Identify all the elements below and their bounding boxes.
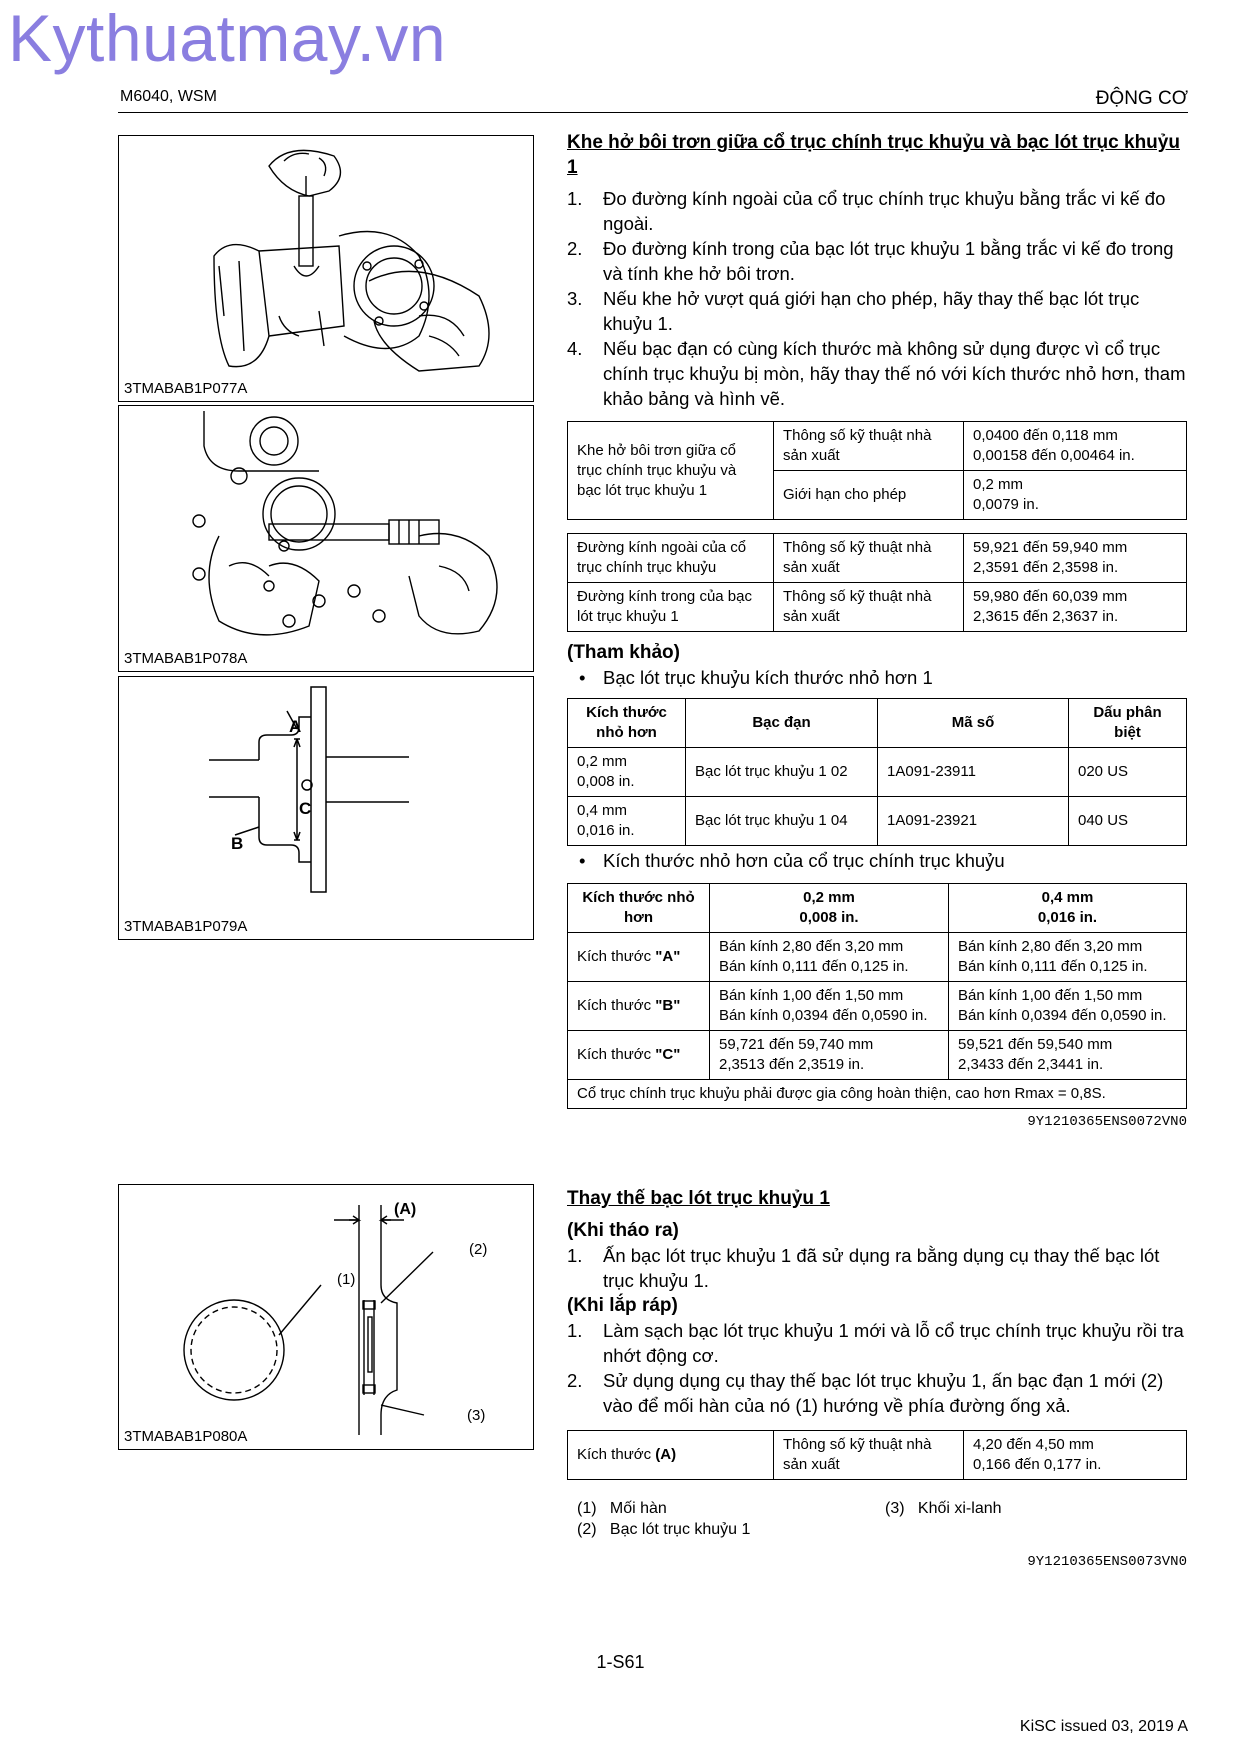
column-header: Dấu phân biệt [1069,699,1187,748]
column-header: 0,4 mm 0,016 in. [949,884,1187,933]
header-divider [118,112,1188,113]
table-row: Kích thước "C" 59,721 đến 59,740 mm 2,3513 đến 2,3519 in. 59,521 đến 59,540 mm 2,3433 đến 2,3441 in. [568,1031,1187,1080]
spec-label: Thông số kỹ thuật nhà sản xuất [774,534,964,583]
spec-value: 0,2 mm 0,0079 in. [964,471,1187,520]
column-header: Kích thước nhỏ hơn [568,699,686,748]
legend-item: (3) Khối xi-lanh [885,1500,1002,1517]
spec-value: 4,20 đến 4,50 mm 0,166 đến 0,177 in. [964,1431,1187,1480]
callout-B: B [231,834,244,853]
page-number: 1-S61 [596,1652,645,1672]
spec-label: Giới hạn cho phép [774,471,964,520]
spec-item: Khe hở bôi trơn giữa cổ trục chính trục khuỷu và bạc lót trục khuỷu 1 [568,422,774,520]
table-row: 0,2 mm 0,008 in. Bạc lót trục khuỷu 1 02 1A091-23911 020 US [568,748,1187,797]
step-item: 4. Nếu bạc đạn có cùng kích thước mà không sử dụng được vì cổ trục chính trục khuỷu bị mòn, hãy thay thế nó với kích thước nhỏ hơn, tham khảo bảng và hình vẽ. [567,338,1186,409]
removal-steps [567,1243,1187,1293]
section-lubrication-clearance [567,130,1187,1130]
spec-value: 59,980 đến 60,039 mm 2,3615 đến 2,3637 in. [964,583,1187,632]
callout-3: (3) [467,1407,486,1424]
table-row: Kích thước "A" Bán kính 2,80 đến 3,20 mm Bán kính 0,111 đến 0,125 in. Bán kính 2,80 đến 3,20 mm Bán kính 0,111 đến 0,125 in. [568,933,1187,982]
steps-list [567,186,1187,411]
watermark: Kythuatmay.vn [8,1,447,75]
header-model: M6040, WSM [120,88,217,105]
figure-label: 3TMABAB1P078A [124,650,248,667]
removal-title: (Khi tháo ra) [567,1220,679,1241]
spec-table-dimension-a [567,1430,1187,1480]
document-code: 9Y1210365ENS0073VN0 [1027,1554,1187,1570]
step-item: 3. Nếu khe hở vượt quá giới hạn cho phép, hãy thay thế bạc lót trục khuỷu 1. [567,288,1140,334]
callout-C: C [299,799,312,818]
footer-issue: KiSC issued 03, 2019 A [1019,1718,1188,1735]
step-item: 2. Sử dụng dụng cụ thay thế bạc lót trục khuỷu 1, ấn bạc đạn 1 mới (2) vào để mối hàn của nó (1) hướng về phía đường ống xả. [567,1370,1164,1416]
document-code: 9Y1210365ENS0072VN0 [1027,1114,1187,1130]
spec-table-clearance [567,421,1187,520]
figure-label: 3TMABAB1P079A [124,918,248,935]
section-title: Thay thế bạc lót trục khuỷu 1 [567,1188,830,1209]
figure-label: 3TMABAB1P080A [124,1428,248,1445]
column-header: Mã số [878,699,1069,748]
spec-item: Đường kính ngoài của cổ trục chính trục khuỷu [568,534,774,583]
bullet-item: • Bạc lót trục khuỷu kích thước nhỏ hơn 1 [579,667,933,688]
legend-item: (2) Bạc lót trục khuỷu 1 [577,1521,751,1538]
column-header: 0,2 mm 0,008 in. [710,884,949,933]
spec-value: 59,921 đến 59,940 mm 2,3591 đến 2,3598 in. [964,534,1187,583]
spec-label: Thông số kỹ thuật nhà sản xuất [774,1431,964,1480]
step-item: 2. Đo đường kính trong của bạc lót trục khuỷu 1 bằng trắc vi kế đo trong và tính khe hở bôi trơn. [567,238,1174,284]
header-section: ĐỘNG CƠ [1095,88,1188,109]
assembly-steps [567,1318,1187,1418]
undersize-journal-table [567,883,1187,1109]
callout-2: (2) [469,1241,488,1258]
section-bushing-replacement [567,1186,1187,1570]
spec-label: Thông số kỹ thuật nhà sản xuất [774,583,964,632]
callout-A: A [289,717,302,736]
callout-A-dim: (A) [394,1201,417,1218]
table-note: Cổ trục chính trục khuỷu phải được gia công hoàn thiện, cao hơn Rmax = 0,8S. [568,1080,1187,1109]
figure-bushing-install [118,1184,534,1450]
spec-table-diameters [567,533,1187,632]
callout-1: (1) [337,1271,356,1288]
bullet-item: • Kích thước nhỏ hơn của cổ trục chính trục khuỷu [579,850,1005,871]
table-row: 0,4 mm 0,016 in. Bạc lót trục khuỷu 1 04 1A091-23921 040 US [568,797,1187,846]
table-row: Kích thước "B" Bán kính 1,00 đến 1,50 mm Bán kính 0,0394 đến 0,0590 in. Bán kính 1,00 đến 1,50 mm Bán kính 0,0394 đến 0,0590 in. [568,982,1187,1031]
spec-item: Đường kính trong của bạc lót trục khuỷu 1 [568,583,774,632]
legend-item: (1) Mối hàn [577,1500,667,1517]
undersize-bearing-table [567,698,1187,846]
figure-micrometer-journal [118,135,534,402]
figure-label: 3TMABAB1P077A [124,380,248,397]
reference-title: (Tham khảo) [567,642,680,663]
step-item: 1. Ấn bạc lót trục khuỷu 1 đã sử dụng ra bằng dụng cụ thay thế bạc lót trục khuỷu 1. [567,1245,1160,1291]
figure-bore-gauge [118,405,534,672]
figure-journal-dimensions [118,676,534,940]
column-header: Bạc đạn [686,699,878,748]
spec-value: 0,0400 đến 0,118 mm 0,00158 đến 0,00464 in. [964,422,1187,471]
section-title: Khe hở bôi trơn giữa cổ trục chính trục khuỷu và bạc lót trục khuỷu 1 [567,132,1180,178]
legend [567,1498,1187,1542]
spec-label: Thông số kỹ thuật nhà sản xuất [774,422,964,471]
column-header: Kích thước nhỏ hơn [568,884,710,933]
assembly-title: (Khi lắp ráp) [567,1295,678,1316]
step-item: 1. Làm sạch bạc lót trục khuỷu 1 mới và lỗ cổ trục chính trục khuỷu rồi tra nhớt động cơ. [567,1320,1184,1366]
spec-item: Kích thước (A) [568,1431,774,1480]
step-item: 1. Đo đường kính ngoài của cổ trục chính trục khuỷu bằng trắc vi kế đo ngoài. [567,188,1166,234]
